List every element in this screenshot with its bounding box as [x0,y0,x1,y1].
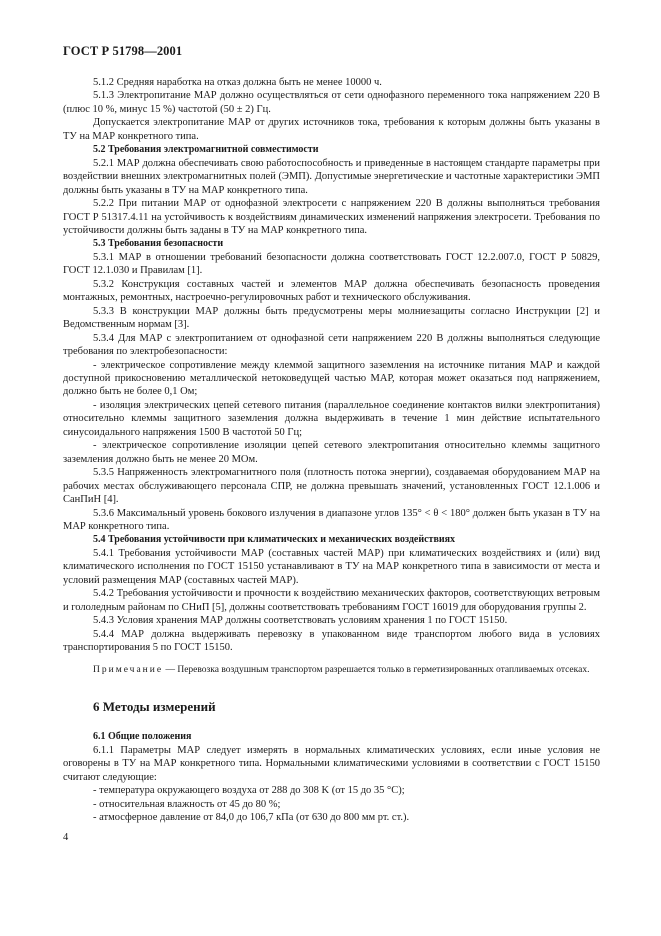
paragraph: 5.3.4 Для МАР с электропитанием от однофазной сети напряжением 220 В должны выполняться следующие требования по электробезопасности: [63,332,600,358]
paragraph: 5.4.1 Требования устойчивости МАР (составных частей МАР) при климатических воздействиях и (или) вид климатического исполнения по ГОСТ 15150 устанавливают в ТУ на МАР конкретного типа в зависимости от места и условий размещения МАР (составных частей МАР). [63,547,600,586]
subsection-heading: 5.3 Требования безопасности [93,238,224,250]
list-item: - атмосферное давление от 84,0 до 106,7 кПа (от 630 до 800 мм рт. ст.). [93,812,410,824]
paragraph: 5.3.6 Максимальный уровень бокового излучения в диапазоне углов 135° < θ < 180° должен быть указан в ТУ на МАР конкретного типа. [63,507,600,532]
list-item: - электрическое сопротивление между клеммой защитного заземления на источнике питания МАР и каждой доступной прикосновению металлической нетоковедущей частью МАР, которая может оказаться под напряжением, должно быть не более 0,1 Ом; [63,359,600,398]
paragraph: 5.4.2 Требования устойчивости и прочности к воздействию механических факторов, соответствующих ветровым и гололедным районам по СНиП [5], должны соответствовать требованиям ГОСТ 16019 для оборудования группы 2. [63,588,600,613]
paragraph: 6.1.1 Параметры МАР следует измерять в нормальных климатических условиях, если иные условия не оговорены в ТУ на МАР конкретного типа. Нормальными климатическими условиями в соответствии с ГОСТ 15150 считают следующие: [63,744,600,783]
paragraph: 5.1.3 Электропитание МАР должно осуществляться от сети однофазного переменного тока напряжением 220 В (плюс 10 %, минус 15 %) частотой (50 ± 2) Гц. [63,90,600,115]
document-body [63,76,600,825]
subsection-heading: 5.2 Требования электромагнитной совместимости [93,144,319,156]
list-item: - изоляция электрических цепей сетевого питания (параллельное соединение контактов вилки электропитания) относительно клеммы защитного заземления должна выдерживать в течение 1 мин действие испытательного синусоидального напряжения 1500 В частотой 50 Гц; [63,399,600,438]
paragraph: 5.3.2 Конструкция составных частей и элементов МАР должна обеспечивать безопасность проведения монтажных, ремонтных, настроечно-регулировочных работ и технического обслуживания. [63,278,600,304]
page-number: 4 [63,832,69,843]
paragraph: 5.4.3 Условия хранения МАР должны соответствовать условиям хранения 1 по ГОСТ 15150. [93,615,508,627]
note [63,664,600,677]
paragraph: 5.1.2 Средняя наработка на отказ должна быть не менее 10000 ч. [93,77,382,88]
list-item: - относительная влажность от 45 до 80 %; [93,798,281,810]
paragraph: Допускается электропитание МАР от других источников тока, требования к которым должны быть указаны в ТУ на МАР конкретного типа. [63,117,600,142]
paragraph: 5.3.5 Напряженность электромагнитного поля (плотность потока энергии), создаваемая оборудованием МАР на рабочих местах обслуживающего персонала СПР, не должна превышать значений, установленных ГОСТ 12.1.006 и СанПиН [4]. [63,467,600,506]
subsection-heading: 6.1 Общие положения [93,731,192,743]
note-text: — Перевозка воздушным транспортом разрешается только в герметизированных отапливаемых отсеках. [163,665,590,676]
document-header: ГОСТ Р 51798—2001 [63,44,183,58]
subsection-heading: 5.4 Требования устойчивости при климатических и механических воздействиях [93,534,456,546]
paragraph: 5.3.3 В конструкции МАР должны быть предусмотрены меры молниезащиты согласно Инструкции [2] и Ведомственным нормам [3]. [63,305,600,331]
list-item: - температура окружающего воздуха от 288 до 308 K (от 15 до 35 °С); [93,785,405,797]
section-heading: 6 Методы измерений [93,698,216,714]
list-item: - электрическое сопротивление изоляции цепей сетевого электропитания относительно клеммы защитного заземления должно быть не менее 20 МОм. [63,440,600,465]
paragraph: 5.2.1 МАР должна обеспечивать свою работоспособность и приведенные в настоящем стандарте параметры при воздействии внешних электромагнитных полей (ЭМП). Допустимые энергетические и частотные характеристики ЭМП должны быть указаны в ТУ на МАР конкретного типа. [63,157,600,196]
paragraph: 5.3.1 МАР в отношении требований безопасности должна соответствовать ГОСТ 12.2.007.0, ГОСТ Р 50829, ГОСТ 12.1.030 и Правилам [1]. [63,251,600,277]
paragraph: 5.2.2 При питании МАР от однофазной электросети с напряжением 220 В должны выполняться требования ГОСТ Р 51317.4.11 на устойчивость к воздействиям динамических изменений напряжения электросети. Требования по устойчивости должны быть заданы в ТУ на МАР конкретного типа. [63,198,600,236]
note-label: Примечание [93,665,164,676]
paragraph: 5.4.4 МАР должна выдерживать перевозку в упакованном виде транспортом любого вида в условиях транспортирования 5 по ГОСТ 15150. [63,628,600,654]
